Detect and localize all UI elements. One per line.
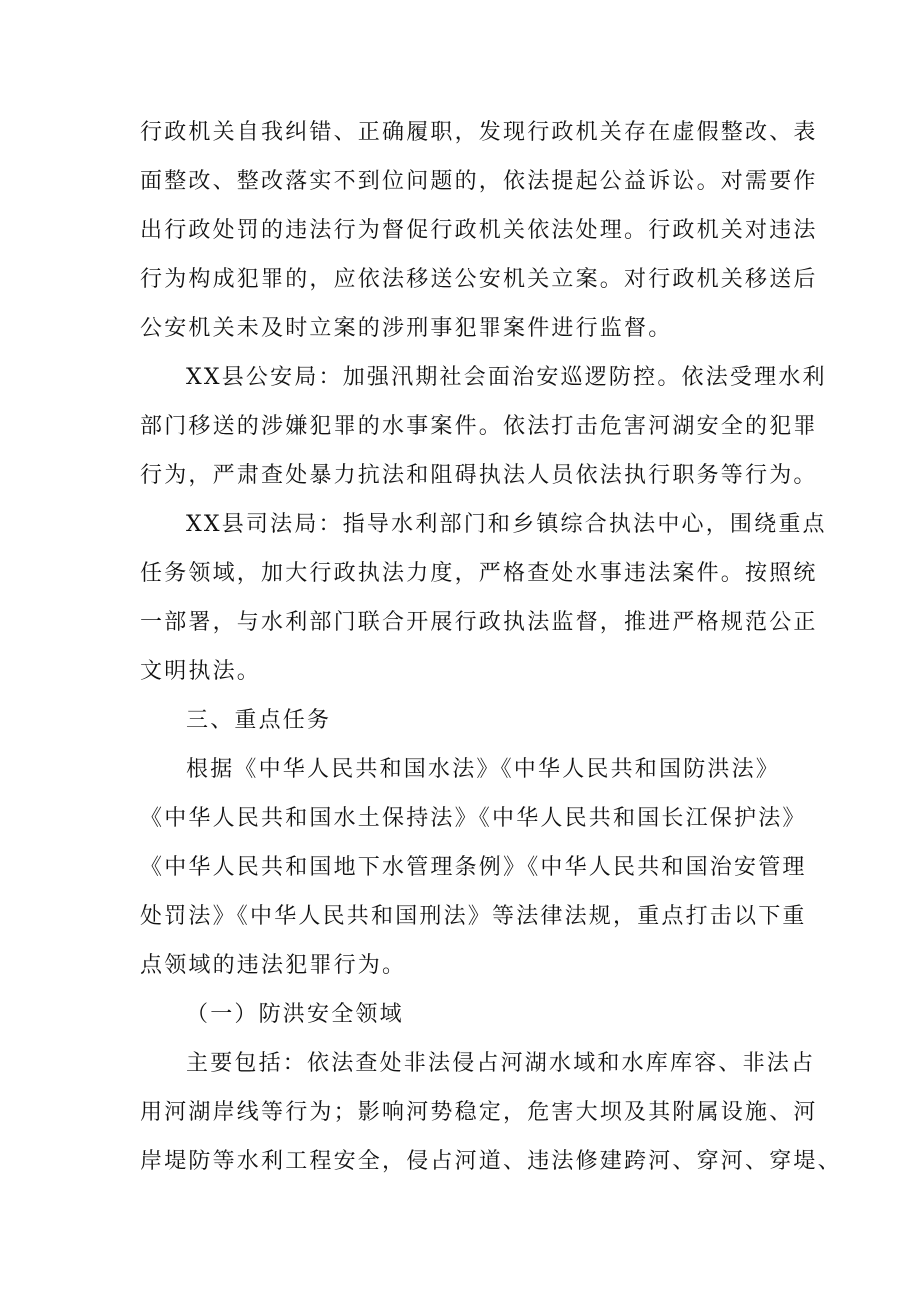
paragraph-line: 部门移送的涉嫌犯罪的水事案件。依法打击危害河湖安全的犯罪 — [140, 414, 818, 439]
paragraph-line: 《中华人民共和国水土保持法》《中华人民共和国长江保护法》 — [140, 806, 807, 831]
paragraph-line: 行为构成犯罪的，应依法移送公安机关立案。对行政机关移送后 — [140, 267, 818, 292]
paragraph-line: 处罚法》《中华人民共和国刑法》等法律法规，重点打击以下重 — [140, 904, 807, 929]
paragraph-line: 公安机关未及时立案的涉刑事犯罪案件进行监督。 — [140, 316, 673, 341]
paragraph-line: 一部署，与水利部门联合开展行政执法监督，推进严格规范公正 — [140, 610, 818, 635]
paragraph-line: 出行政处罚的违法行为督促行政机关依法处理。行政机关对违法 — [140, 218, 818, 243]
paragraph-line: XX县司法局：指导水利部门和乡镇综合执法中心，围绕重点 — [186, 512, 827, 537]
paragraph-line: 根据《中华人民共和国水法》《中华人民共和国防洪法》 — [186, 757, 781, 782]
paragraph-line: 行为，严肃查处暴力抗法和阻碍执法人员依法执行职务等行为。 — [140, 463, 818, 488]
section-heading: 三、重点任务 — [186, 708, 332, 733]
paragraph-line: 文明执法。 — [140, 659, 262, 684]
subsection-heading: （一）防洪安全领域 — [186, 1002, 404, 1027]
paragraph-line: 主要包括：依法查处非法侵占河湖水域和水库库容、非法占 — [186, 1051, 816, 1076]
paragraph-line: 《中华人民共和国地下水管理条例》《中华人民共和国治安管理 — [140, 855, 807, 880]
paragraph-line: XX县公安局：加强汛期社会面治安巡逻防控。依法受理水利 — [186, 365, 827, 390]
paragraph-line: 用河湖岸线等行为；影响河势稳定，危害大坝及其附属设施、河 — [140, 1100, 818, 1125]
paragraph-line: 面整改、整改落实不到位问题的，依法提起公益诉讼。对需要作 — [140, 169, 818, 194]
paragraph-line: 行政机关自我纠错、正确履职，发现行政机关存在虚假整改、表 — [140, 120, 818, 145]
paragraph-line: 任务领域，加大行政执法力度，严格查处水事违法案件。按照统 — [140, 561, 818, 586]
paragraph-line: 岸堤防等水利工程安全，侵占河道、违法修建跨河、穿河、穿堤、 — [140, 1149, 842, 1174]
paragraph-line: 点领域的违法犯罪行为。 — [140, 953, 407, 978]
